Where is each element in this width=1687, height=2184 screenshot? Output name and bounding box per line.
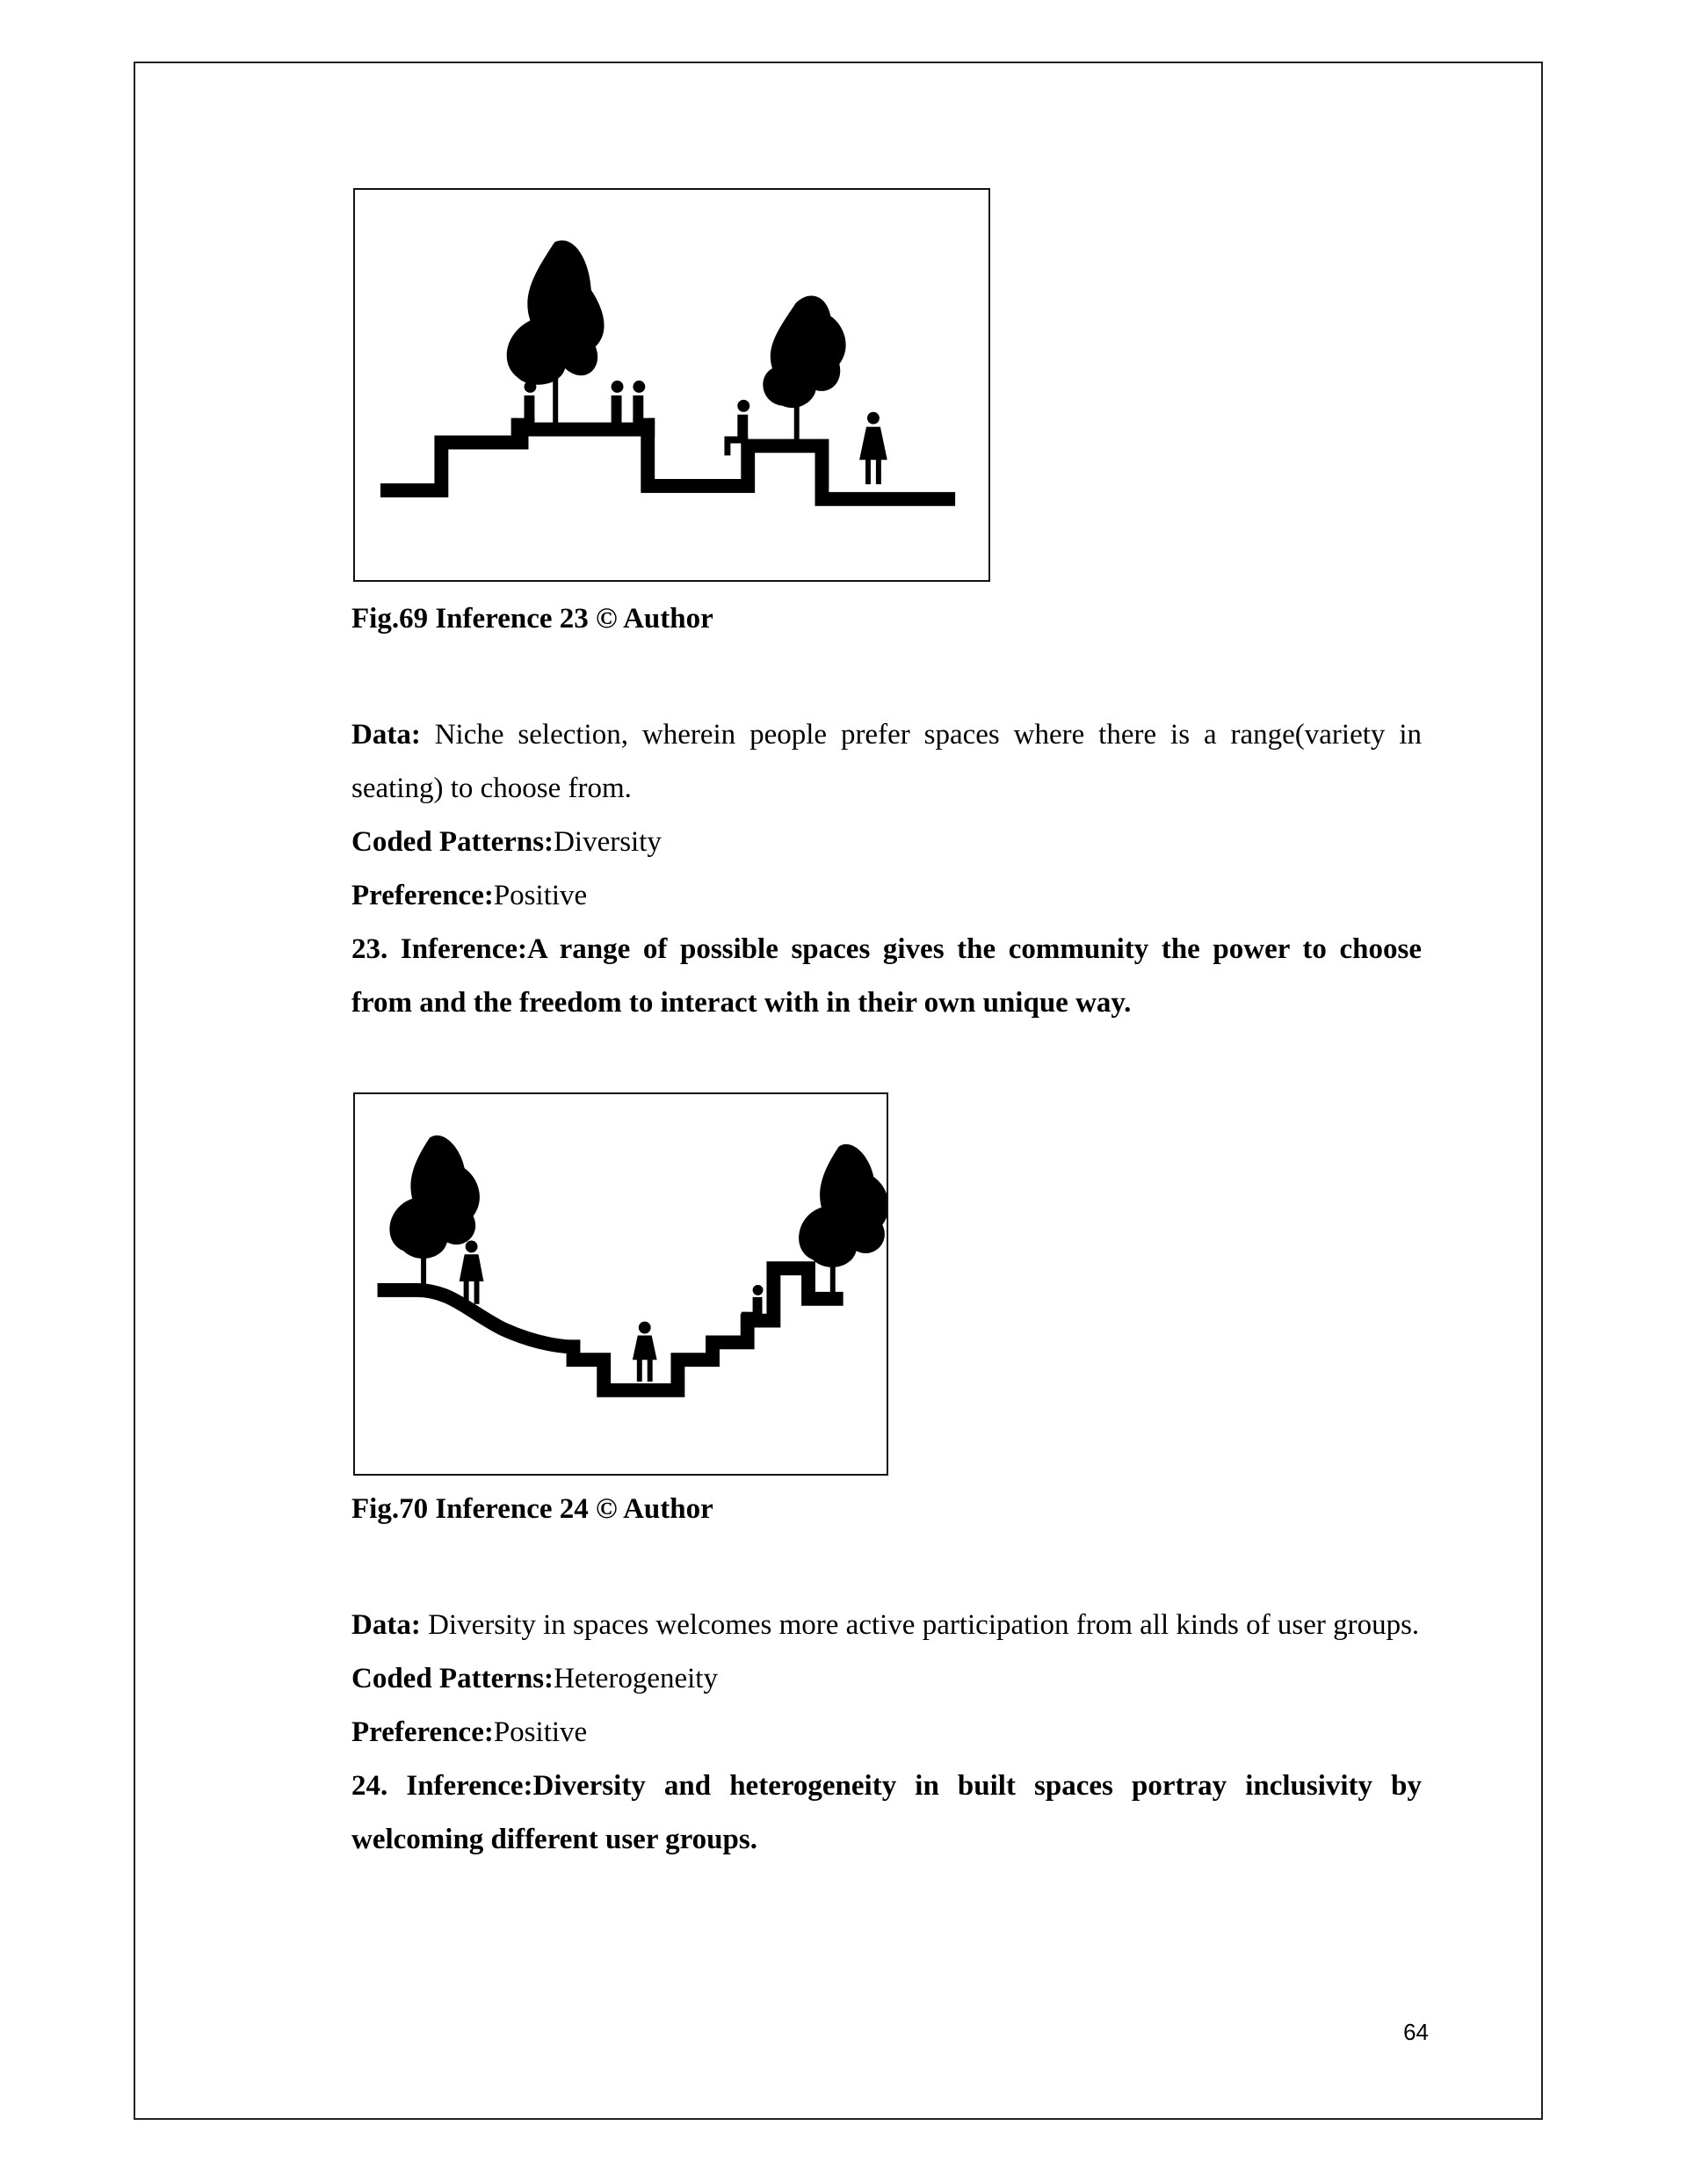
coded-patterns-value: Heterogeneity [554, 1663, 718, 1694]
data-label: Data: [351, 1609, 421, 1641]
preference-value: Positive [493, 880, 588, 911]
preference-line [351, 1706, 1422, 1760]
figure-69-image [353, 188, 990, 582]
figure-70-image [353, 1092, 888, 1476]
terraced-seating-illustration [355, 190, 988, 580]
data-text: Niche selection, wherein people prefer spaces where there is a range(variety in seating) to choose from. [351, 719, 1422, 804]
valley-section-illustration [355, 1094, 887, 1474]
page-number: 64 [1403, 2019, 1429, 2045]
coded-patterns-line [351, 816, 1422, 869]
inference-23-block [351, 708, 1422, 1030]
coded-patterns-label: Coded Patterns: [351, 1663, 554, 1694]
coded-patterns-value: Diversity [554, 826, 662, 858]
coded-patterns-line [351, 1652, 1422, 1706]
preference-value: Positive [493, 1716, 588, 1748]
data-paragraph [351, 1599, 1422, 1652]
coded-patterns-label: Coded Patterns: [351, 826, 554, 858]
inference-statement: 23. Inference:A range of possible spaces gives the community the power to choose from and the freedom to interact with in their own unique way. [351, 933, 1422, 1019]
preference-label: Preference: [351, 880, 494, 911]
preference-label: Preference: [351, 1716, 494, 1748]
inference-24-block [351, 1599, 1422, 1867]
data-paragraph [351, 708, 1422, 816]
data-text: Diversity in spaces welcomes more active participation from all kinds of user groups. [420, 1609, 1420, 1641]
preference-line [351, 869, 1422, 923]
inference-statement: 24. Inference:Diversity and heterogeneity in built spaces portray inclusivity by welcoming different user groups. [351, 1770, 1422, 1855]
figure-70-caption: Fig.70 Inference 24 © Author [351, 1493, 713, 1525]
figure-69-caption: Fig.69 Inference 23 © Author [351, 603, 713, 635]
data-label: Data: [351, 719, 421, 751]
